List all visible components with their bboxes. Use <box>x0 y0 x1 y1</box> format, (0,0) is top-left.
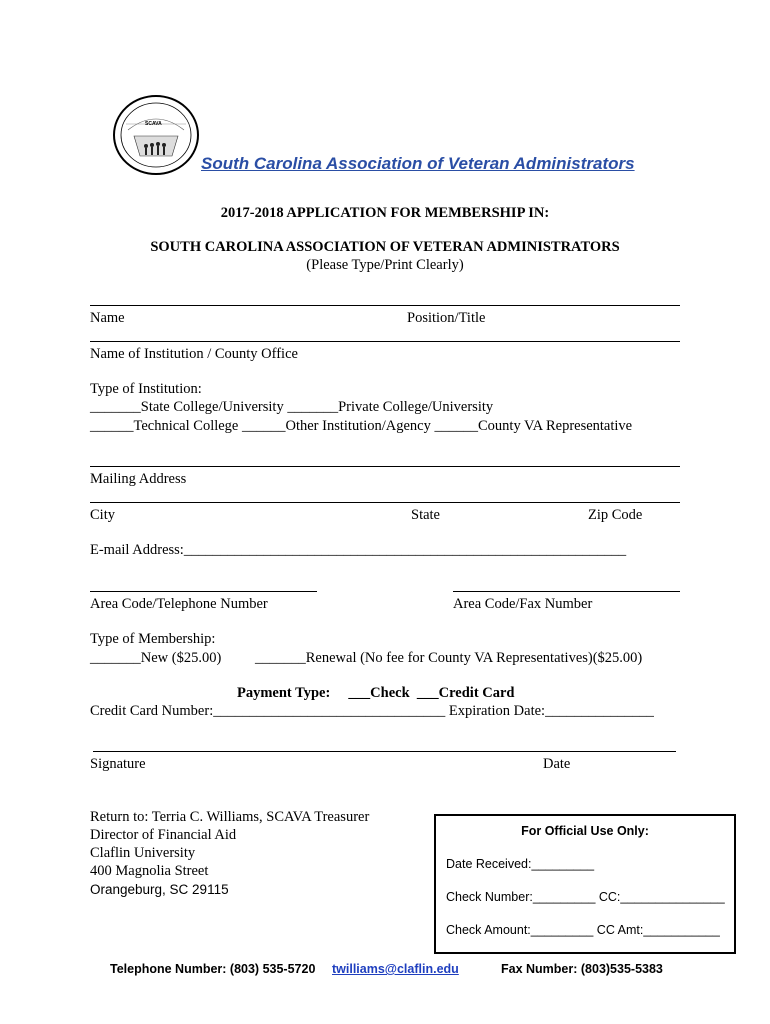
return-city: Orangeburg, SC 29115 <box>90 882 229 897</box>
payment-type-options[interactable]: Payment Type: ___Check ___Credit Card <box>237 685 515 701</box>
check-amount-field[interactable]: Check Amount:_________ CC Amt:___________ <box>446 923 720 937</box>
city-state-zip-line[interactable] <box>90 502 680 503</box>
credit-card-fields[interactable]: Credit Card Number:________________________________ Expiration Date:_______________ <box>90 703 654 719</box>
membership-renewal-option[interactable]: _______Renewal (No fee for County VA Representatives)($25.00) <box>255 650 643 666</box>
position-label: Position/Title <box>407 310 486 326</box>
signature-line[interactable] <box>93 751 676 752</box>
return-dept: Director of Financial Aid <box>90 827 237 843</box>
institution-input-line[interactable] <box>90 341 680 342</box>
membership-new-option[interactable]: _______New ($25.00) <box>90 650 222 666</box>
city-label: City <box>90 507 115 523</box>
return-university: Claflin University <box>90 845 196 861</box>
form-heading-org: SOUTH CAROLINA ASSOCIATION OF VETERAN ADMINISTRATORS <box>150 239 620 255</box>
org-title: South Carolina Association of Veteran Administrators <box>201 154 635 173</box>
institution-label: Name of Institution / County Office <box>90 346 298 362</box>
footer-fax: Fax Number: (803)535-5383 <box>501 962 663 976</box>
membership-type-label: Type of Membership: <box>90 631 216 647</box>
institution-options-row1[interactable]: _______State College/University _______Private College/University <box>90 399 494 415</box>
state-label: State <box>411 507 440 523</box>
official-use-title: For Official Use Only: <box>521 824 649 838</box>
fax-label: Area Code/Fax Number <box>453 596 593 612</box>
name-label: Name <box>90 310 125 326</box>
official-use-box <box>434 814 736 954</box>
signature-label: Signature <box>90 756 146 772</box>
institution-type-label: Type of Institution: <box>90 381 202 397</box>
footer-email-link[interactable]: twilliams@claflin.edu <box>332 962 459 976</box>
form-instruction: (Please Type/Print Clearly) <box>306 257 464 273</box>
email-field[interactable]: E-mail Address:_____________________________________________________________ <box>90 542 627 558</box>
footer-telephone: Telephone Number: (803) 535-5720 <box>110 962 316 976</box>
zip-label: Zip Code <box>588 507 643 523</box>
form-heading-year: 2017-2018 APPLICATION FOR MEMBERSHIP IN: <box>220 205 550 221</box>
return-street: 400 Magnolia Street <box>90 863 209 879</box>
date-label: Date <box>543 756 571 772</box>
return-to-line: Return to: Terria C. Williams, SCAVA Treasurer <box>90 809 370 825</box>
seal-text: SCAVA <box>145 121 162 127</box>
check-number-field[interactable]: Check Number:_________ CC:_______________ <box>446 890 725 904</box>
phone-label: Area Code/Telephone Number <box>90 596 268 612</box>
institution-options-row2[interactable]: ______Technical College ______Other Institution/Agency ______County VA Representative <box>90 418 633 434</box>
name-input-line[interactable] <box>90 305 680 306</box>
mailing-address-label: Mailing Address <box>90 471 187 487</box>
fax-input-line[interactable] <box>453 591 680 592</box>
scava-seal-logo <box>112 94 200 176</box>
mailing-address-line[interactable] <box>90 466 680 467</box>
phone-input-line[interactable] <box>90 591 317 592</box>
date-received-field[interactable]: Date Received:_________ <box>446 857 595 871</box>
